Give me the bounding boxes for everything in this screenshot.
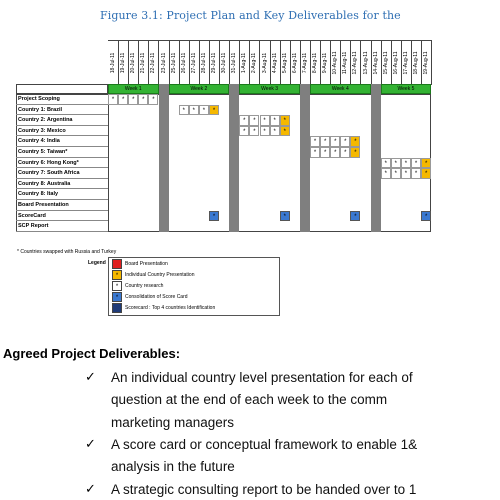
week-header: Week 2 bbox=[169, 84, 230, 94]
deliverable-line-5: analysis in the future bbox=[111, 459, 235, 474]
row-line bbox=[16, 115, 108, 126]
task-marker: * bbox=[411, 168, 421, 179]
task-marker: * bbox=[239, 126, 249, 137]
task-marker: * bbox=[421, 168, 431, 179]
task-label: Country 1: Brazil bbox=[18, 106, 63, 113]
footnote: * Countries swapped with Russia and Turkey bbox=[17, 249, 117, 255]
task-label: Project Scoping bbox=[18, 96, 60, 102]
date-label: 18-Aug-11 bbox=[413, 51, 420, 75]
task-marker: * bbox=[138, 94, 148, 105]
legend-title: Legend bbox=[88, 260, 106, 266]
legend-label: Individual Country Presentation bbox=[125, 272, 195, 278]
week-header: Week 5 bbox=[381, 84, 432, 94]
date-label: 12-Aug-11 bbox=[352, 51, 359, 75]
task-label: Country 7: South Africa bbox=[18, 170, 80, 177]
legend-label: Board Presentation bbox=[125, 261, 168, 267]
legend-swatch: * bbox=[112, 292, 122, 302]
task-marker: * bbox=[128, 94, 138, 105]
figure-title: Figure 3.1: Project Plan and Key Deliverables for the bbox=[100, 9, 401, 22]
task-header-box bbox=[16, 84, 108, 94]
date-label: 31-Jul-11 bbox=[231, 52, 238, 74]
task-marker: * bbox=[350, 147, 360, 158]
task-marker: * bbox=[249, 126, 259, 137]
task-marker: * bbox=[270, 126, 280, 137]
task-marker: * bbox=[381, 168, 391, 179]
date-label: 11-Aug-11 bbox=[342, 51, 349, 75]
task-marker: * bbox=[280, 115, 290, 126]
date-label: 9-Aug-11 bbox=[322, 52, 329, 74]
task-label: Country 5: Taiwan* bbox=[18, 149, 68, 155]
deliverable-line-3: marketing managers bbox=[111, 415, 235, 430]
legend-swatch: * bbox=[112, 270, 122, 280]
check-icon: ✓ bbox=[85, 482, 96, 497]
task-marker: * bbox=[340, 147, 350, 158]
date-label: 5-Aug-11 bbox=[281, 52, 288, 74]
date-label: 13-Aug-11 bbox=[362, 51, 369, 75]
scorecard-marker: * bbox=[421, 211, 431, 222]
legend-label: Consolidation of Score Card bbox=[125, 294, 188, 300]
task-label: ScoreCard bbox=[18, 212, 46, 219]
legend-swatch: * bbox=[112, 281, 122, 291]
date-label: 7-Aug-11 bbox=[301, 52, 308, 74]
task-marker: * bbox=[330, 136, 340, 147]
task-marker: * bbox=[310, 147, 320, 158]
date-label: 16-Aug-11 bbox=[392, 51, 399, 75]
check-icon: ✓ bbox=[85, 370, 96, 385]
task-label: Country 3: Mexico bbox=[18, 127, 66, 134]
weekend-column bbox=[159, 84, 169, 232]
legend bbox=[108, 257, 280, 316]
row-line bbox=[16, 211, 108, 222]
date-label: 30-Jul-11 bbox=[221, 52, 228, 74]
date-label: 28-Jul-11 bbox=[200, 52, 207, 74]
date-label: 17-Aug-11 bbox=[402, 51, 409, 75]
date-label: 8-Aug-11 bbox=[312, 52, 319, 74]
task-marker: * bbox=[340, 136, 350, 147]
row-line bbox=[16, 221, 108, 232]
deliverable-line-1: An individual country level presentation for each of bbox=[111, 370, 413, 385]
row-line bbox=[16, 200, 108, 211]
task-marker: * bbox=[421, 158, 431, 169]
task-label: Country 4: India bbox=[18, 138, 60, 145]
date-label: 3-Aug-11 bbox=[261, 52, 268, 74]
week-header: Week 1 bbox=[108, 84, 159, 94]
task-marker: * bbox=[310, 136, 320, 147]
task-label: Board Presentation bbox=[18, 202, 69, 208]
scorecard-marker: * bbox=[350, 211, 360, 222]
date-label: 6-Aug-11 bbox=[291, 52, 298, 74]
date-label: 29-Jul-11 bbox=[211, 52, 218, 74]
date-label: 22-Jul-11 bbox=[150, 52, 157, 74]
legend-label: Scorecard : Top 4 countries Identification bbox=[125, 305, 216, 311]
date-label: 20-Jul-11 bbox=[130, 52, 137, 74]
row-line bbox=[16, 189, 108, 200]
task-marker: * bbox=[239, 115, 249, 126]
date-label: 18-Jul-11 bbox=[110, 52, 117, 74]
task-marker: * bbox=[199, 105, 209, 116]
date-label: 1-Aug-11 bbox=[241, 52, 248, 74]
date-label: 27-Jul-11 bbox=[190, 52, 197, 74]
deliverable-line-6: A strategic consulting report to be handed over to 1 bbox=[111, 482, 417, 497]
date-label: 23-Jul-11 bbox=[160, 52, 167, 74]
legend-label: Country research bbox=[125, 283, 164, 289]
task-marker: * bbox=[108, 94, 118, 105]
task-marker: * bbox=[350, 136, 360, 147]
date-label: 14-Aug-11 bbox=[372, 51, 379, 75]
task-marker: * bbox=[179, 105, 189, 116]
task-marker: * bbox=[249, 115, 259, 126]
check-icon: ✓ bbox=[85, 437, 96, 452]
task-marker: * bbox=[260, 115, 270, 126]
weekend-column bbox=[300, 84, 310, 232]
deliverable-line-2: question at the end of each week to the comm bbox=[111, 392, 388, 407]
scorecard-marker: * bbox=[209, 211, 219, 222]
task-label: SCP Report bbox=[18, 223, 49, 230]
date-label: 19-Aug-11 bbox=[423, 51, 430, 75]
row-line bbox=[16, 147, 108, 158]
row-line bbox=[16, 126, 108, 137]
task-marker: * bbox=[270, 115, 280, 126]
date-label: 19-Jul-11 bbox=[120, 52, 127, 74]
date-label: 10-Aug-11 bbox=[332, 51, 339, 75]
legend-swatch bbox=[112, 303, 122, 313]
week-header: Week 4 bbox=[310, 84, 371, 94]
task-divider bbox=[108, 94, 109, 232]
task-marker: * bbox=[381, 158, 391, 169]
task-marker: * bbox=[330, 147, 340, 158]
task-marker: * bbox=[280, 126, 290, 137]
row-line bbox=[16, 94, 108, 105]
scorecard-marker: * bbox=[280, 211, 290, 222]
task-marker: * bbox=[118, 94, 128, 105]
row-line bbox=[16, 179, 108, 190]
date-label: 25-Jul-11 bbox=[170, 52, 177, 74]
task-marker: * bbox=[401, 158, 411, 169]
date-label: 26-Jul-11 bbox=[180, 52, 187, 74]
task-marker: * bbox=[320, 147, 330, 158]
task-marker: * bbox=[148, 94, 158, 105]
task-label: Country 8: Australia bbox=[18, 180, 71, 187]
date-label: 15-Aug-11 bbox=[382, 51, 389, 75]
weekend-column bbox=[371, 84, 381, 232]
task-marker: * bbox=[189, 105, 199, 116]
task-marker: * bbox=[391, 158, 401, 169]
task-marker: * bbox=[260, 126, 270, 137]
row-line bbox=[16, 158, 108, 169]
task-marker: * bbox=[391, 168, 401, 179]
task-marker: * bbox=[411, 158, 421, 169]
task-marker: * bbox=[320, 136, 330, 147]
task-label: Country 2: Argentina bbox=[18, 117, 73, 124]
row-line bbox=[16, 105, 108, 116]
date-label: 4-Aug-11 bbox=[271, 52, 278, 74]
date-label: 21-Jul-11 bbox=[140, 52, 147, 74]
weekend-column bbox=[229, 84, 239, 232]
week-header: Week 3 bbox=[239, 84, 300, 94]
legend-swatch bbox=[112, 259, 122, 269]
row-line bbox=[16, 136, 108, 147]
deliverables-heading: Agreed Project Deliverables: bbox=[3, 346, 181, 361]
row-line bbox=[16, 168, 108, 179]
date-header bbox=[421, 40, 432, 85]
task-marker: * bbox=[401, 168, 411, 179]
task-marker: * bbox=[209, 105, 219, 116]
task-label: Country 8: Italy bbox=[18, 191, 59, 198]
deliverable-line-4: A score card or conceptual framework to enable 1& bbox=[111, 437, 418, 452]
date-label: 2-Aug-11 bbox=[251, 52, 258, 74]
task-label: Country 6: Hong Kong* bbox=[18, 159, 79, 166]
